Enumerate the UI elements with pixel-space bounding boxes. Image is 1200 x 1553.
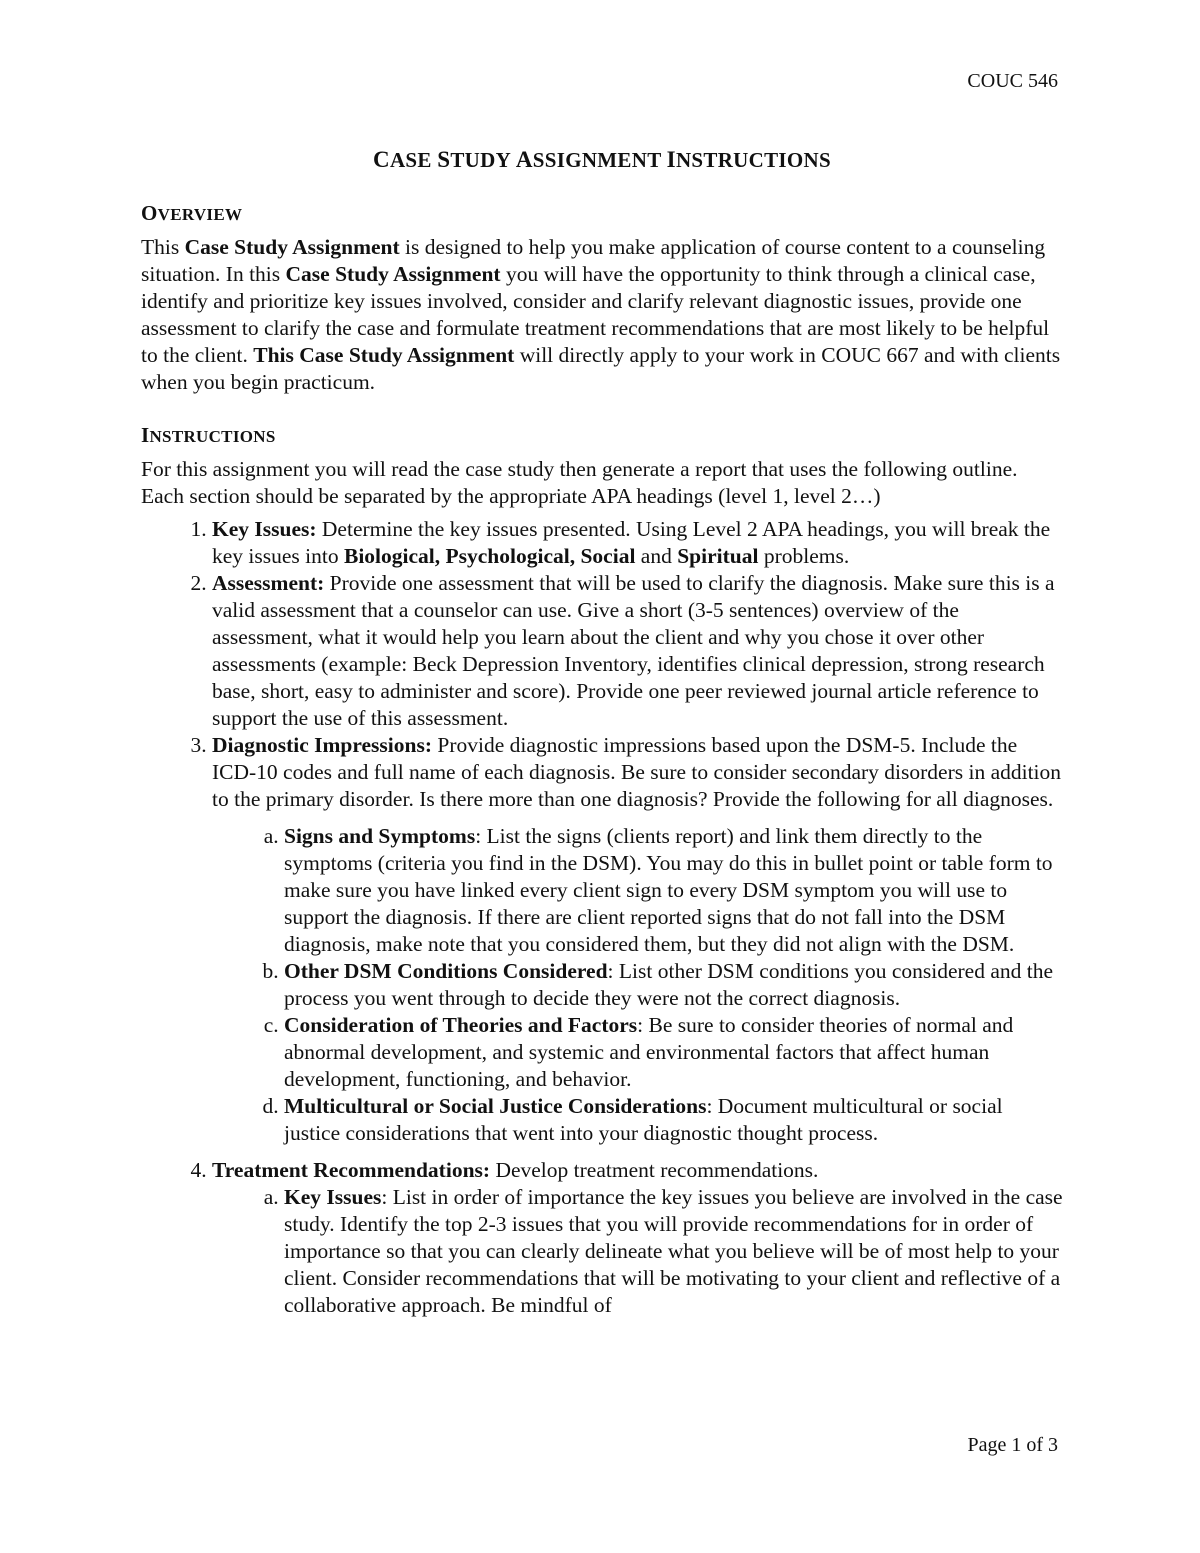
- page-number: Page 1 of 3: [967, 1434, 1058, 1456]
- sub-item-key-issues: a. Key Issues: List in order of importance the key issues you believe are involved in the case study. Identify the top 2-3 issues that you will provide recommendations for in order of importance so that you can clearly delineate what you believe will be of most help to your client. Consider recommendations that will be motivating to your client and reflective of a collaborative approach. Be mindful of: [284, 1184, 1063, 1319]
- page-header-course: COUC 546: [967, 70, 1058, 92]
- document-body: [141, 146, 1063, 1319]
- sub-item-other-dsm-conditions: b. Other DSM Conditions Considered: List other DSM conditions you considered and the process you went through to decide they were not the correct diagnosis.: [284, 958, 1063, 1012]
- treatment-sublist: [212, 1184, 1063, 1319]
- outline-list: [141, 516, 1063, 1319]
- sub-item-theories-factors: c. Consideration of Theories and Factors: Be sure to consider theories of normal and abnormal development, and systemic and environmental factors that affect human development, functioning, and behavior.: [284, 1012, 1063, 1093]
- diagnostic-sublist: [212, 823, 1063, 1147]
- instructions-heading: INSTRUCTIONS: [141, 423, 276, 447]
- list-item-assessment: 2. Assessment: Provide one assessment that will be used to clarify the diagnosis. Make sure this is a valid assessment that a counselor can use. Give a short (3-5 sentences) overview of the assessment, what it would help you learn about the client and why you chose it over other assessments (example: Beck Depression Inventory, identifies clinical depression, strong research base, short, easy to administer and score). Provide one peer reviewed journal article reference to support the use of this assessment.: [212, 570, 1063, 732]
- sub-item-multicultural: d. Multicultural or Social Justice Considerations: Document multicultural or social justice considerations that went into your diagnostic thought process.: [284, 1093, 1063, 1147]
- overview-heading: OVERVIEW: [141, 201, 243, 225]
- instructions-intro: For this assignment you will read the case study then generate a report that uses the following outline. Each section should be separated by the appropriate APA headings (level 1, level 2…): [141, 457, 1018, 508]
- list-item-diagnostic-impressions: 3. Diagnostic Impressions: Provide diagnostic impressions based upon the DSM-5. Include the ICD-10 codes and full name of each diagnosis. Be sure to consider secondary disorders in addition to the primary disorder. Is there more than one diagnosis? Provide the following for all diagnoses. a. Signs and Symptoms: List the signs (clients report) and link them directly to the symptoms (criteria you find in the DSM). You may do this in bullet point or table form to make sure you have linked every client sign to every DSM symptom you will use to support the diagnosis. If there are client reported signs that do not fall into the DSM diagnosis, make note that you considered them, but they did not align with the DSM. b. Other DSM Conditions Considered: List other DSM conditions you considered and the process you went through to decide they were not the correct diagnosis. c. Consideration of Theories and Factors: Be sure to consider theories of normal and abnormal development, and systemic and environmental factors that affect human development, functioning, and behavior. d. Multicultural or Social Justice Considerations: Document multicultural or social justice considerations that went into your diagnostic thought process.: [212, 732, 1063, 1147]
- list-item-treatment-recommendations: 4. Treatment Recommendations: Develop treatment recommendations. a. Key Issues: List in order of importance the key issues you believe are involved in the case study. Identify the top 2-3 issues that you will provide recommendations for in order of importance so that you can clearly delineate what you believe will be of most help to your client. Consider recommendations that will be motivating to your client and reflective of a collaborative approach. Be mindful of: [212, 1157, 1063, 1319]
- sub-item-signs-symptoms: a. Signs and Symptoms: List the signs (clients report) and link them directly to the symptoms (criteria you find in the DSM). You may do this in bullet point or table form to make sure you have linked every client sign to every DSM symptom you will use to support the diagnosis. If there are client reported signs that do not fall into the DSM diagnosis, make note that you considered them, but they did not align with the DSM.: [284, 823, 1063, 958]
- list-item-key-issues: 1. Key Issues: Determine the key issues presented. Using Level 2 APA headings, you will break the key issues into Biological, Psychological, Social and Spiritual problems.: [212, 516, 1063, 570]
- document-title: CASE STUDY ASSIGNMENT INSTRUCTIONS: [373, 147, 831, 172]
- overview-paragraph: This Case Study Assignment is designed to help you make application of course content to a counseling situation. In this Case Study Assignment you will have the opportunity to think through a clinical case, identify and prioritize key issues involved, consider and clarify relevant diagnostic issues, provide one assessment to clarify the case and formulate treatment recommendations that are most likely to be helpful to the client. This Case Study Assignment will directly apply to your work in COUC 667 and with clients when you begin practicum.: [141, 235, 1061, 394]
